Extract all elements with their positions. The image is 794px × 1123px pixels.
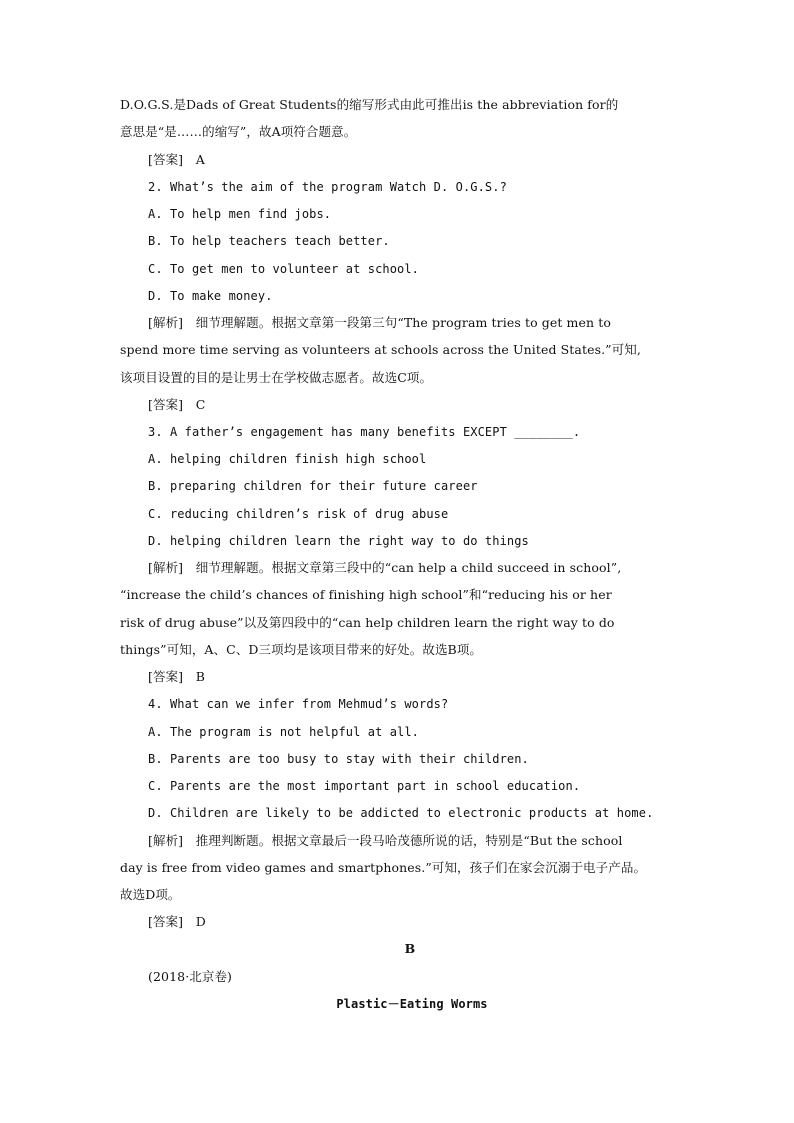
q3-analysis-line-3: risk of drug abuse”以及第四段中的“can help children learn the right way to do bbox=[120, 615, 615, 630]
q1-answer: [答案] A bbox=[148, 152, 205, 167]
q2-option-b: B. To help teachers teach better. bbox=[148, 234, 390, 248]
q4-analysis-line-3: 故选D项。 bbox=[120, 887, 181, 902]
q4-option-d: D. Children are likely to be addicted to electronic products at home. bbox=[148, 806, 654, 820]
q3-option-d: D. helping children learn the right way to do things bbox=[148, 534, 529, 548]
passage-title: Plastic－Eating Worms bbox=[336, 997, 488, 1011]
q3-analysis-line-4: things”可知，A、C、D三项均是该项目带来的好处。故选B项。 bbox=[120, 642, 483, 657]
q3-analysis-line-1: [解析] 细节理解题。根据文章第三段中的“can help a child succeed in school”, bbox=[148, 560, 622, 575]
q3-answer: [答案] B bbox=[148, 669, 206, 684]
q3-stem: 3. A father’s engagement has many benefits EXCEPT ________. bbox=[148, 425, 581, 439]
q2-analysis-line-2: spend more time serving as volunteers at schools across the United States.”可知, bbox=[120, 342, 641, 357]
q4-analysis-line-2: day is free from video games and smartphones.”可知，孩子们在家会沉溺于电子产品。 bbox=[120, 860, 647, 875]
q2-answer: [答案] C bbox=[148, 397, 206, 412]
section-b-label: B bbox=[404, 941, 416, 956]
q4-analysis-line-1: [解析] 推理判断题。根据文章最后一段马哈茂德所说的话，特别是“But the school bbox=[148, 833, 623, 848]
intro-line-2: 意思是“是……的缩写”，故A项符合题意。 bbox=[120, 124, 357, 139]
q4-option-b: B. Parents are too busy to stay with their children. bbox=[148, 752, 529, 766]
q2-analysis-line-3: 该项目设置的目的是让男士在学校做志愿者。故选C项。 bbox=[120, 370, 433, 385]
q3-analysis-line-2: “increase the child’s chances of finishing high school”和“reducing his or her bbox=[120, 587, 612, 602]
section-b-source: (2018·北京卷) bbox=[148, 969, 233, 984]
q3-option-c: C. reducing children’s risk of drug abuse bbox=[148, 507, 449, 521]
q3-option-a: A. helping children finish high school bbox=[148, 452, 427, 466]
q3-option-b: B. preparing children for their future career bbox=[148, 479, 478, 493]
intro-line-1: D.O.G.S.是Dads of Great Students的缩写形式由此可推出is the abbreviation for的 bbox=[120, 97, 619, 112]
q2-option-c: C. To get men to volunteer at school. bbox=[148, 262, 420, 276]
q2-analysis-line-1: [解析] 细节理解题。根据文章第一段第三句“The program tries to get men to bbox=[148, 315, 611, 330]
q2-option-d: D. To make money. bbox=[148, 289, 273, 303]
q4-answer: [答案] D bbox=[148, 914, 206, 929]
q4-option-c: C. Parents are the most important part in school education. bbox=[148, 779, 581, 793]
q2-option-a: A. To help men find jobs. bbox=[148, 207, 332, 221]
q4-option-a: A. The program is not helpful at all. bbox=[148, 725, 420, 739]
q4-stem: 4. What can we infer from Mehmud’s words? bbox=[148, 697, 449, 711]
q2-stem: 2. What’s the aim of the program Watch D. O.G.S.? bbox=[148, 180, 507, 194]
